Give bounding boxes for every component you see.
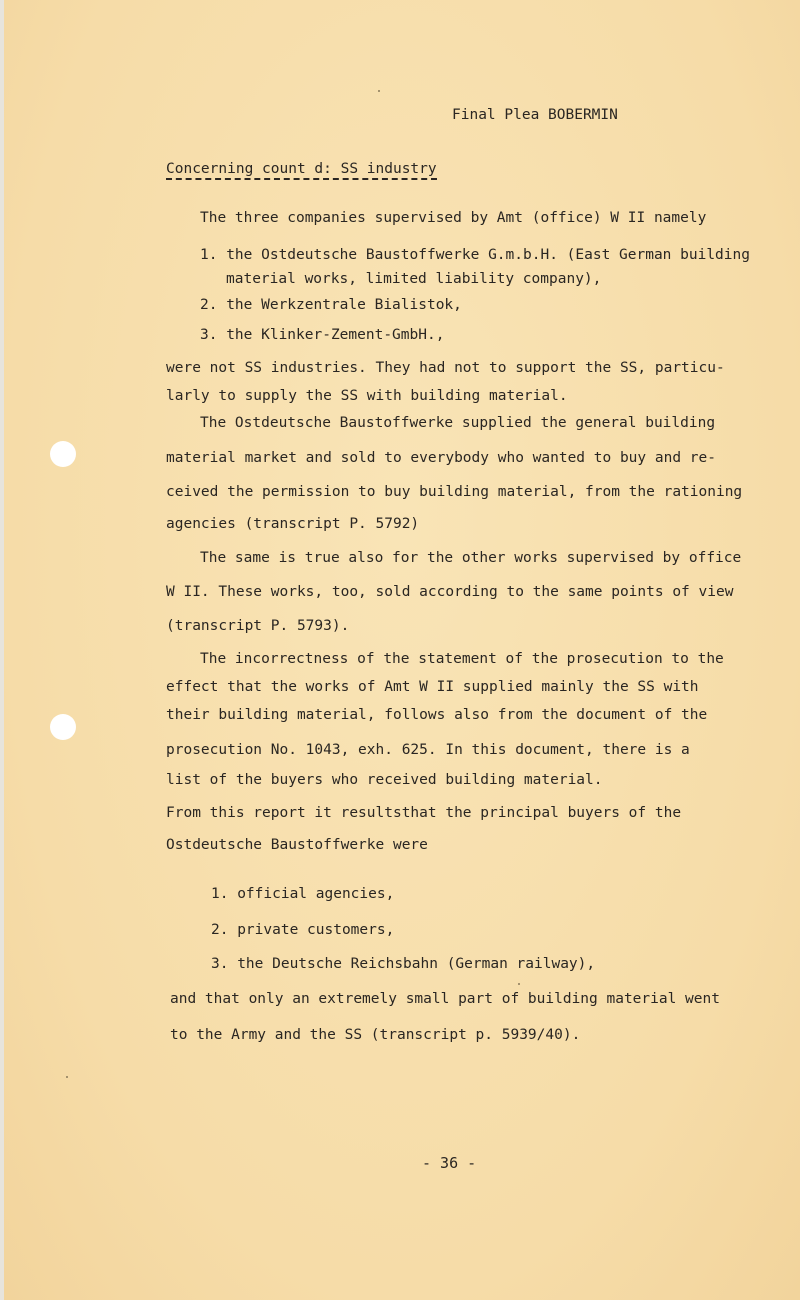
- document-page: [4, 0, 800, 1300]
- list-item: 2. private customers,: [211, 922, 395, 938]
- body-line: larly to supply the SS with building material.: [166, 388, 568, 404]
- body-line: The three companies supervised by Amt (office) W II namely: [200, 210, 707, 226]
- punch-hole: [50, 441, 76, 467]
- list-item: 2. the Werkzentrale Bialistok,: [200, 297, 462, 313]
- body-line: prosecution No. 1043, exh. 625. In this document, there is a: [166, 742, 690, 758]
- body-line: Ostdeutsche Baustoffwerke were: [166, 837, 428, 853]
- body-line: ceived the permission to buy building material, from the rationing: [166, 484, 743, 500]
- body-line: list of the buyers who received building material.: [166, 772, 603, 788]
- list-item-continuation: material works, limited liability company),: [226, 271, 602, 287]
- body-line: to the Army and the SS (transcript p. 5939/40).: [170, 1027, 581, 1043]
- body-line: W II. These works, too, sold according to the same points of view: [166, 584, 734, 600]
- body-line: The incorrectness of the statement of the prosecution to the: [200, 651, 724, 667]
- paper-speck: [378, 90, 380, 92]
- list-item: 3. the Klinker-Zement-GmbH.,: [200, 327, 445, 343]
- body-line: The Ostdeutsche Baustoffwerke supplied the general building: [200, 415, 716, 431]
- page-number: - 36 -: [422, 1154, 477, 1172]
- body-line: material market and sold to everybody who wanted to buy and re-: [166, 450, 716, 466]
- body-line: The same is true also for the other works supervised by office: [200, 550, 742, 566]
- body-line: From this report it resultsthat the principal buyers of the: [166, 805, 682, 821]
- punch-hole: [50, 714, 76, 740]
- paper-speck: [518, 983, 520, 985]
- section-heading: Concerning count d: SS industry: [166, 161, 437, 180]
- body-line: and that only an extremely small part of building material went: [170, 991, 720, 1007]
- list-item: 3. the Deutsche Reichsbahn (German railway),: [211, 956, 596, 972]
- body-line: agencies (transcript P. 5792): [166, 516, 420, 532]
- page-header: Final Plea BOBERMIN: [452, 107, 618, 123]
- body-line: their building material, follows also from the document of the: [166, 707, 708, 723]
- body-line: were not SS industries. They had not to support the SS, particu-: [166, 360, 725, 376]
- body-line: (transcript P. 5793).: [166, 618, 350, 634]
- list-item: 1. the Ostdeutsche Baustoffwerke G.m.b.H. (East German building: [200, 247, 750, 263]
- paper-speck: [66, 1076, 68, 1078]
- list-item: 1. official agencies,: [211, 886, 395, 902]
- body-line: effect that the works of Amt W II supplied mainly the SS with: [166, 679, 699, 695]
